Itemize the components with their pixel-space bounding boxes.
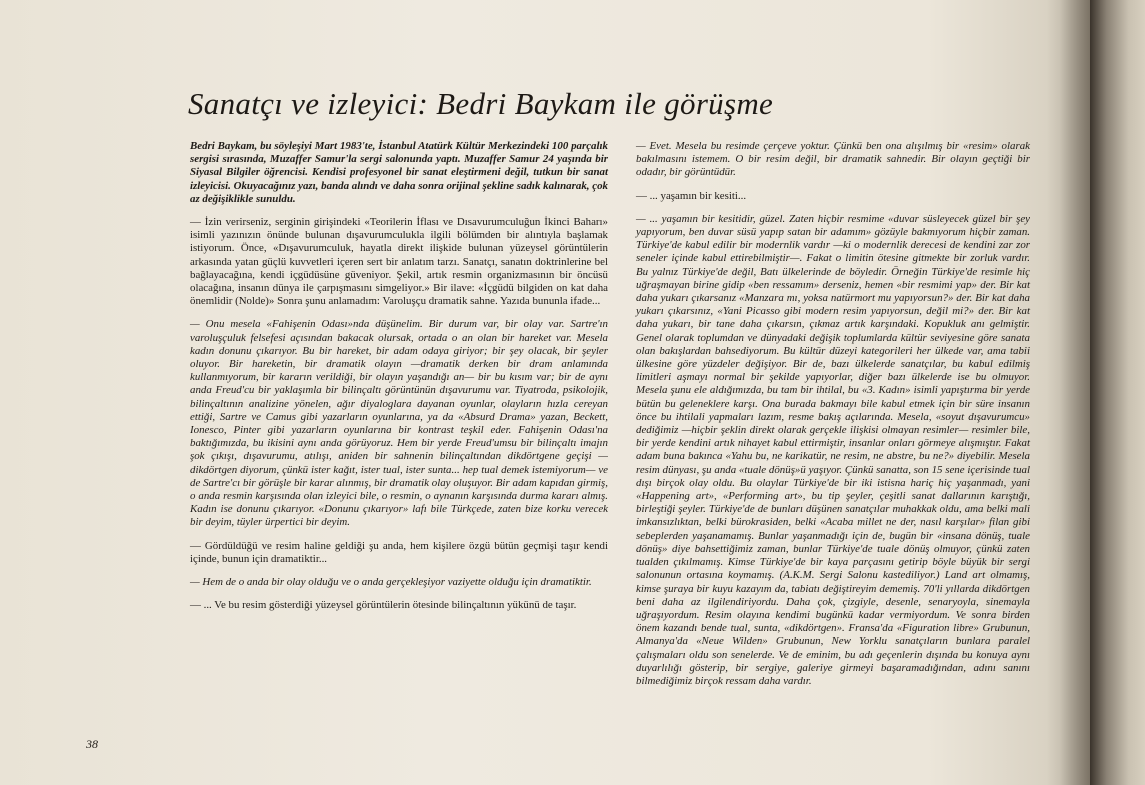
answer-paragraph: — ... yaşamın bir kesiti... bbox=[636, 189, 747, 202]
answer-paragraph: — İzin verirseniz, serginin girişindeki «Teorilerin İflası ve Dısavurumculuğun İkinci Baharı» isimli yazınızın önünde bulunan dışavurumculukla ilgili bölümden bir alıntıyla başlamak istiyorum. Önce, «Dışavurumculuk, hayatla direkt ilişkide bulunan yüzeysel görüntülerin arkasında yatan güçlü kuvvetleri içeren sert bir anlatım tarzı. Sanatçı, sanatın doktrinlerine bel bağlayacağına, kendi içgüdüsüne güveniyor. Şekil, artık resmin organizmasının bir öncüsü olacağına, insanın dünya ile çarpışmasını simgeliyor.» Bir ilave: «İçgüdü bilgiden on kat daha önemlidir (Nolde)» Sonra şunu anlamadım: Varoluşçu dramatik sahne. Yazıda bununla ifade... bbox=[190, 216, 608, 308]
intro-paragraph: Bedri Baykam, bu söyleşiyi Mart 1983'te, İstanbul Atatürk Kültür Merkezindeki 100 parçalık sergisi sırasında, Muzaffer Samur'la sergi salonunda yaptı. Muzaffer Samur 24 yaşında bir Siyasal Bilgiler öğrencisi. Kendisi profesyonel bir sanat eleştirmeni değil, tutkun bir sanat izleyicisi. Okuyacağınız yazı, banda alındı ve daha sonra orijinal şekline sadık kalınarak, çok az değişiklikle sunuldu. bbox=[190, 140, 608, 205]
answer-paragraph: — Gördüldüğü ve resim haline geldiği şu anda, hem kişilere özgü bütün geçmişi taşır kendi içinde, bunun için dramatiktir... bbox=[190, 539, 608, 565]
facing-page-edge bbox=[1090, 0, 1145, 785]
question-paragraph: — Hem de o anda bir olay olduğu ve o anda gerçekleşiyor vaziyette olduğu için dramatiktir. bbox=[190, 576, 592, 589]
question-paragraph: — Evet. Mesela bu resimde çerçeve yoktur. Çünkü ben ona alışılmış bir «resim» olarak bakılmasını istemem. O bir resim değil, bir dramatik sahnedir. Bir olayın geçtiği bir odadır, bir görüntüdür. bbox=[636, 140, 1030, 179]
answer-paragraph: — ... Ve bu resim gösterdiği yüzeysel görüntülerin ötesinde bilinçaltının yükünü de taşır. bbox=[190, 599, 577, 612]
question-paragraph: — ... yaşamın bir kesitidir, güzel. Zaten hiçbir resmime «duvar süsleyecek güzel bir şey yapıyorum, ben duvar süsü yapıp satan bir adamım» gözüyle bakmıyorum hiçbir zaman. Türkiye'de kabul edilir bir modernlik vardır —ki o modernlik derecesi de kendini zar zor seneler içinde kabul ettirebilmiştir—. Fakat o limitin ötesine gitmekte bir zorluk vardır. Bu yalnız Türkiye'de değil, Batı ülkelerinde de böyledir. Örneğin Türkiye'de resimle hiç uğraşmayan birine gidip «ben ressamım» derseniz, hemen «bir resmimi yap» der. Bir kat daha yukarı çıkarsanız «Manzara mı, yoksa natürmort mu yapıyorsun?» der. Bir kat daha yukarı çıkarsınız, «Yani Picasso gibi modern resim yapıyorsun, değil mi?» der. Bir kat daha yukarı, bir tane daha çıkarsın, çıkmaz artık karşındaki. Kopukluk anı gelmiştir. Genel olarak toplumdan ve dünyadaki değişik toplumlarda kültür seviyesine göre sanata olan bakışlardan bahsediyorum. Bu kültür düzeyi kategorileri her ülkede var, ama tabii ülkesine göre yüzdeler değişiyor. Bir de, bazı ülkelerde sanatçılar, bu kabul edilmiş limitleri aşmayı normal bir şekilde yapıyorlar, diğer bazı ülkelerde ise bu olmuyor. Mesela şunu ele aldığımızda, bu tam bir ihtilal, bu «3. Kadın» isimli yapıştırma bir yerde bütün bu geleneklere karşı. Ona burada bakmayı bile kabul etmek için bir süre insanın önce bu ihtilali yapmaları lazım, resme bakış açılarında. Mesela, «soyut dışavurumcu» dediğimiz —hiçbir şeklin direkt olarak gerçekle ilişkisi olmayan resimler— resimler bile, bir yerde kendini artık nihayet kabul ettirmiştir, insanlar onları görmeye alışmıştır. Fakat adam buna bakınca «Yahu bu, ne karikatür, ne resim, ne abstre, bu ne?» diyebilir. Mesela resim dünyası, şu anda «tuale dönüş»ü yaşıyor. Çünkü sanatta, son 15 sene içerisinde tual dışı birçok olay oldu. Bu olaylar Türkiye'de bir iki istisna hariç hiç yaşanmadı, yani «Happening art», «Performing art», bu tip şeyler, çeşitli sanat dallarının karıştığı, birleştiği şeyler. Türkiye'de de bunları düşünen sanatçılar muhakkak oldu, ama belki mali imkansızlıktan, belki bürokrasiden, belki «Acaba millet ne der, nasıl karşılar» filan gibi sebeplerden yaşanamamış. Bunlar yaşanmadığı için de, bugün bir «insana dönüş, tuale dönüş» diye bahsettiğimiz zaman, bunlar Türkiye'de tuale dönüş olmuyor, çünkü zaten tualden çıkılmamış. Kimse Türkiye'de bir kaya parçasını getirip böyle büyük bir sergi salonunun ortasına koymamış. (A.K.M. Sergi Salonu kastediliyor.) Land art olmamış, kimse şuraya bir kuyu kazayım da, tabiatı değiştireyim dememiş. 70'li yıllarda dikdörtgen beni daha az ilgilendiriyordu. Daha çok, çizgiyle, desenle, senaryoyla, sinemayla uğraşıyordum. Resim olayına kendimi bugünkü kadar vermiyordum. Ve sonra birden önem kazandı bende tual, sunta, «dikdörtgen». Fransa'da «Figuration libre» Grubunun, Almanya'da «Neue Wilden» Grubunun, New Yorklu sanatçıların bunlara paralel çalışmaları oldu son senelerde. Ve de eminim, bu adı geçenlerin dışında bu konuya aynı duyarlılığı gösterip, bir sergiye, galeriye girmeyi başaramadığından, adını sanını bilmediğimiz birçok ressam daha vardır. bbox=[636, 212, 1030, 687]
page-number: 38 bbox=[86, 737, 98, 751]
right-column bbox=[636, 140, 1030, 698]
gutter-shadow bbox=[1060, 0, 1090, 785]
left-column bbox=[190, 140, 608, 623]
question-paragraph: — Onu mesela «Fahişenin Odası»nda düşünelim. Bir durum var, bir olay var. Sartre'ın varoluşçuluk felsefesi açısından bakacak olursak, ortada o an olan bir hareket var. Mesela kadın donunu çıkarıyor. Bu bir hareket, bir adam odaya giriyor; bir şey olacak, bir şeyler oluyor. Bir hareketin, bir dramatik olayın —dramatik derken bir dram anlamında kullanmıyorum, bir kararın verildiği, bir olayın yaşandığı an— bir bu kısım var; bir de aynı anda Freud'cu bir yaklaşımla bir bilinçaltı görüntünün dışavurumu var. Tiyatroda, psikolojik, bilinçaltının analizine yönelen, ağır diyaloglara dayanan oyunlar, olayların hızla cereyan ettiği, Sartre ve Camus gibi yazarların oyunlarına, ya da «Absurd Drama» yazan, Beckett, Ionesco, Pinter gibi yazarların oyunlarına bir kontrast teşkil eder. Fahişenin Odası'na baktığımızda, bu ikisini aynı anda görüyoruz. Hem bir yerde Freud'umsu bir bilinçaltı imajın şok çıkışı, dışavurumu, atılışı, aniden bir sahnenin bilinçaltından dikdörtgene geçişi —dikdörtgen diyorum, çünkü ister kağıt, ister tual, ister sunta... hep tual demek istemiyorum— ve de Sartre'cı bir görüşle bir karar alınmış, bir dramatik olay oluşuyor. Bir adam kapıdan girmiş, o anda resmin karşısında olan izleyici bile, o resmin, o aynanın karşısında durma kararı almış. Kadın ise donunu çıkarıyor. «Donunu çıkarıyor» lafı bile Türkçede, zaten bize korku verecek bir deyim, tüyler ürpertici bir deyim. bbox=[190, 318, 608, 529]
article-title: Sanatçı ve izleyici: Bedri Baykam ile görüşme bbox=[188, 86, 774, 121]
